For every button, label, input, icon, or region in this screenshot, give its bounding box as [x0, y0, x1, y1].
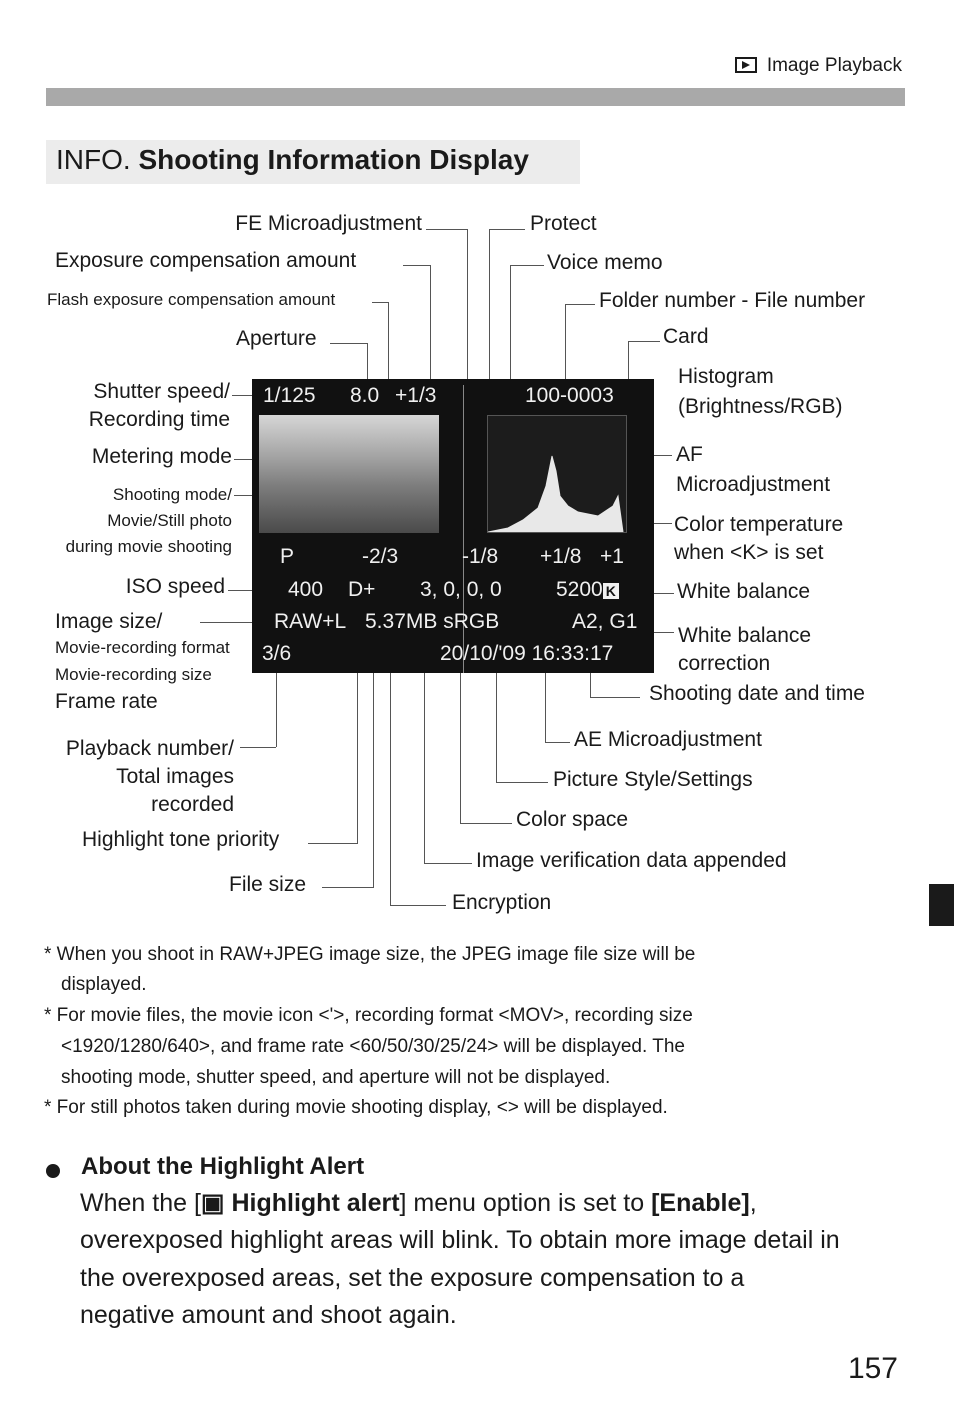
section-title: Image Playback [766, 55, 902, 76]
leader-line [654, 455, 672, 456]
leader-line [654, 632, 674, 633]
leader-line [240, 747, 276, 748]
label-image-size: Image size/ [55, 610, 163, 633]
leader-line [390, 905, 446, 906]
screen-af-micro: +1 [600, 545, 624, 568]
label-file-size: File size [229, 873, 307, 896]
line1-part-e: , [749, 1189, 757, 1217]
header-bar [46, 88, 905, 106]
label-iso-speed: ISO speed [125, 575, 225, 598]
leader-line [628, 341, 660, 342]
label-playback-line1: Playback number/ [65, 737, 234, 760]
note-line: * For movie files, the movie icon <'>, recording format <MOV>, recording size [44, 1005, 693, 1026]
label-histogram-line1: Histogram [678, 365, 774, 388]
screen-ae-micro: +1/8 [540, 545, 582, 568]
screen-wb-correction: A2, G1 [572, 610, 638, 633]
label-wb-corr-line1: White balance [678, 624, 812, 647]
histogram-graph [488, 416, 626, 532]
screen-iso: 400 [288, 578, 324, 601]
highlight-alert-heading: About the Highlight Alert [81, 1153, 365, 1180]
label-playback-line2: Total images [116, 765, 234, 788]
screen-flash-comp: -2/3 [362, 545, 399, 568]
label-fe-microadjustment: FE Microadjustment [235, 212, 422, 235]
leader-line [330, 343, 368, 344]
label-frame-rate: Frame rate [55, 690, 158, 713]
label-voice-memo: Voice memo [547, 251, 663, 274]
leader-line [489, 229, 490, 379]
note-line: displayed. [61, 974, 147, 995]
leader-line [234, 459, 252, 460]
leader-line [357, 673, 358, 843]
leader-line [545, 673, 546, 742]
title-main: Shooting Information Display [138, 144, 529, 175]
leader-line [565, 304, 595, 305]
line1-part-d: [Enable] [651, 1189, 750, 1217]
highlight-alert-line1 [80, 1188, 757, 1218]
label-white-balance: White balance [677, 580, 811, 603]
leader-line [403, 265, 431, 266]
note-line: * When you shoot in RAW+JPEG image size, the JPEG image file size will be [44, 944, 696, 965]
leader-line [467, 229, 468, 379]
leader-line [510, 265, 511, 379]
leader-line [496, 782, 548, 783]
label-flash-compensation: Flash exposure compensation amount [47, 290, 336, 309]
label-picture-style: Picture Style/Settings [553, 768, 753, 791]
leader-line [654, 593, 674, 594]
screen-exposure-comp: +1/3 [395, 384, 437, 407]
screen-wb-temp [556, 578, 619, 602]
label-shooting-mode-line2: Movie/Still photo [107, 511, 232, 530]
page-number: 157 [847, 1352, 898, 1385]
line1-part-c: ] menu option is set to [399, 1189, 652, 1217]
leader-line [460, 823, 512, 824]
label-color-temperature [674, 511, 843, 567]
title-prefix: INFO. [56, 144, 131, 175]
leader-line [228, 590, 252, 591]
leader-line [276, 673, 277, 747]
leader-line [426, 229, 468, 230]
label-color-space: Color space [516, 808, 629, 831]
label-metering-mode: Metering mode [91, 445, 232, 468]
label-card: Card [663, 325, 709, 348]
leader-line [367, 343, 368, 379]
leader-line [545, 742, 570, 743]
screen-image-size: RAW+L [274, 610, 347, 633]
screen-folder-file: 100-0003 [525, 384, 614, 407]
leader-line [424, 673, 425, 863]
label-highlight-tone: Highlight tone priority [82, 828, 280, 851]
label-movie-size: Movie-recording size [55, 665, 212, 684]
leader-line [388, 302, 389, 379]
leader-line [232, 395, 252, 396]
leader-line [372, 302, 388, 303]
note-line: * For still photos taken during movie shooting display, <> will be displayed. [44, 1097, 668, 1118]
leader-line [430, 265, 431, 379]
screen-fe-micro: -1/8 [462, 545, 499, 568]
screen-shooting-mode: P [280, 545, 295, 568]
label-af-microadjustment [676, 440, 830, 500]
highlight-alert-line2: overexposed highlight areas will blink. To obtain more image detail in [80, 1226, 840, 1254]
label-wb-corr-line2: correction [678, 652, 771, 675]
label-af-line2: Microadjustment [676, 473, 831, 496]
line1-icon: ▣ [200, 1189, 225, 1217]
histogram-panel [487, 415, 627, 533]
line1-part-a: When the [ [80, 1189, 201, 1217]
label-histogram [678, 362, 843, 422]
label-shutter-line2: Recording time [88, 408, 230, 431]
label-shooting-mode-line1: Shooting mode/ [112, 485, 232, 504]
line1-part-b: Highlight alert [224, 1189, 400, 1217]
label-color-temp-line2: when <K> is set [674, 541, 824, 564]
kelvin-badge: K [603, 583, 619, 599]
label-color-temp-line1: Color temperature [674, 513, 844, 536]
screen-picture-style: 3, 0, 0, 0 [420, 578, 502, 601]
leader-line [308, 843, 358, 844]
leader-line [373, 673, 374, 887]
label-protect: Protect [530, 212, 597, 235]
leader-line [460, 673, 461, 823]
label-histogram-line2: (Brightness/RGB) [678, 395, 843, 418]
leader-line [628, 341, 629, 379]
bullet-dot [46, 1164, 60, 1178]
highlight-alert-line4: negative amount and shoot again. [80, 1301, 457, 1329]
note-line: shooting mode, shutter speed, and aperture will not be displayed. [61, 1067, 611, 1088]
leader-line [590, 673, 591, 697]
note-line: <1920/1280/640>, and frame rate <60/50/30/25/24> will be displayed. The [61, 1036, 685, 1057]
leader-line [489, 229, 525, 230]
leader-line [200, 622, 252, 623]
screen-shutter-speed: 1/125 [263, 384, 316, 407]
label-image-verification: Image verification data appended [476, 849, 787, 872]
label-encryption: Encryption [452, 891, 552, 914]
label-ae-microadjustment: AE Microadjustment [574, 728, 762, 751]
screen-file-size: 5.37MB sRGB [365, 610, 500, 633]
image-thumbnail [259, 415, 439, 533]
leader-line [654, 523, 672, 524]
leader-line [590, 697, 640, 698]
leader-line [322, 887, 374, 888]
label-folder-file: Folder number - File number [599, 289, 866, 312]
label-exposure-compensation: Exposure compensation amount [55, 249, 357, 272]
screen-wb-temp-value: 5200 [556, 578, 603, 601]
screen-aperture: 8.0 [350, 384, 380, 407]
label-playback-line3: recorded [151, 793, 234, 816]
label-wb-correction [678, 622, 811, 678]
label-movie-format: Movie-recording format [55, 638, 230, 657]
leader-line [510, 265, 544, 266]
label-playback-number [66, 735, 234, 819]
screen-datetime: 20/10/'09 16:33:17 [440, 642, 614, 665]
label-aperture: Aperture [236, 327, 317, 350]
leader-line [565, 304, 566, 379]
highlight-alert-line3: the overexposed areas, set the exposure compensation to a [80, 1264, 745, 1292]
playback-icon [735, 57, 757, 73]
label-shooting-mode [66, 482, 232, 560]
section-label [735, 55, 902, 77]
page-title [56, 144, 529, 176]
leader-line [424, 863, 472, 864]
screen-highlight-priority: D+ [348, 578, 376, 601]
label-af-line1: AF [676, 443, 703, 466]
label-shutter-line1: Shutter speed/ [93, 380, 230, 403]
screen-playback-number: 3/6 [262, 642, 292, 665]
label-shooting-mode-line3: during movie shooting [65, 537, 232, 556]
label-shooting-date: Shooting date and time [649, 682, 865, 705]
label-shutter-speed [89, 378, 230, 434]
chapter-tab [929, 884, 954, 926]
leader-line [234, 495, 252, 496]
leader-line [390, 673, 391, 905]
leader-line [496, 673, 497, 782]
